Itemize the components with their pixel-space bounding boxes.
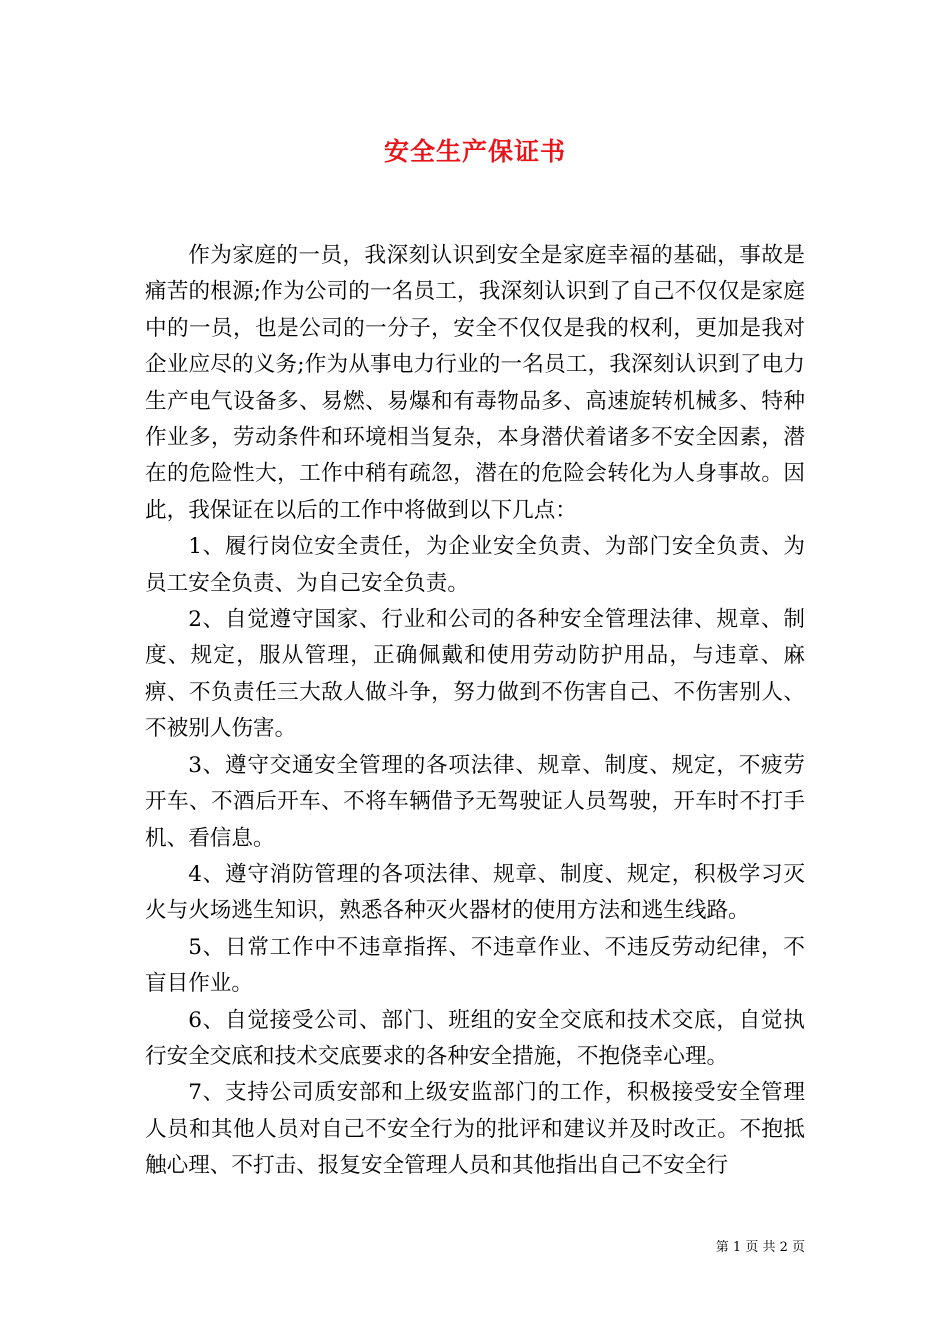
- paragraph-item-1: 1、履行岗位安全责任，为企业安全负责、为部门安全负责、为员工安全负责、为自己安全负责。: [145, 534, 805, 596]
- paragraph-item-5: 5、日常工作中不违章指挥、不违章作业、不违反劳动纪律，不盲目作业。: [145, 934, 805, 997]
- paragraph-item-7: 7、支持公司质安部和上级安监部门的工作，积极接受安全管理人员和其他人员对自己不安全行为的批评和建议并及时改正。不抱抵触心理、不打击、报复安全管理人员和其他指出自己不安全行: [145, 1080, 805, 1179]
- document-title: 安全生产保证书: [383, 137, 566, 166]
- document-body: [145, 238, 805, 1185]
- paragraph-item-4: 4、遵守消防管理的各项法律、规章、制度、规定，积极学习灭火与火场逃生知识，熟悉各种灭火器材的使用方法和逃生线路。: [145, 861, 805, 924]
- paragraph-item-2: 2、自觉遵守国家、行业和公司的各种安全管理法律、规章、制度、规定，服从管理，正确佩戴和使用劳动防护用品，与违章、麻痹、不负责任三大敌人做斗争，努力做到不伤害自己、不伤害别人、不被别人伤害。: [145, 607, 805, 742]
- paragraph-item-6: 6、自觉接受公司、部门、班组的安全交底和技术交底，自觉执行安全交底和技术交底要求的各种安全措施，不抱侥幸心理。: [145, 1007, 805, 1069]
- paragraph-item-3: 3、遵守交通安全管理的各项法律、规章、制度、规定，不疲劳开车、不酒后开车、不将车辆借予无驾驶证人员驾驶，开车时不打手机、看信息。: [145, 752, 805, 851]
- page-number: 第 1 页 共 2 页: [715, 1240, 805, 1255]
- paragraph-intro: 作为家庭的一员，我深刻认识到安全是家庭幸福的基础，事故是痛苦的根源;作为公司的一名员工，我深刻认识到了自己不仅仅是家庭中的一员，也是公司的一分子，安全不仅仅是我的权利，更加是我对企业应尽的义务;作为从事电力行业的一名员工，我深刻认识到了电力生产电气设备多、易燃、易爆和有毒物品多、高速旋转机械多、特种作业多，劳动条件和环境相当复杂，本身潜伏着诸多不安全因素，潜在的危险性大，工作中稍有疏忽，潜在的危险会转化为人身事故。因此，我保证在以后的工作中将做到以下几点：: [145, 243, 805, 523]
